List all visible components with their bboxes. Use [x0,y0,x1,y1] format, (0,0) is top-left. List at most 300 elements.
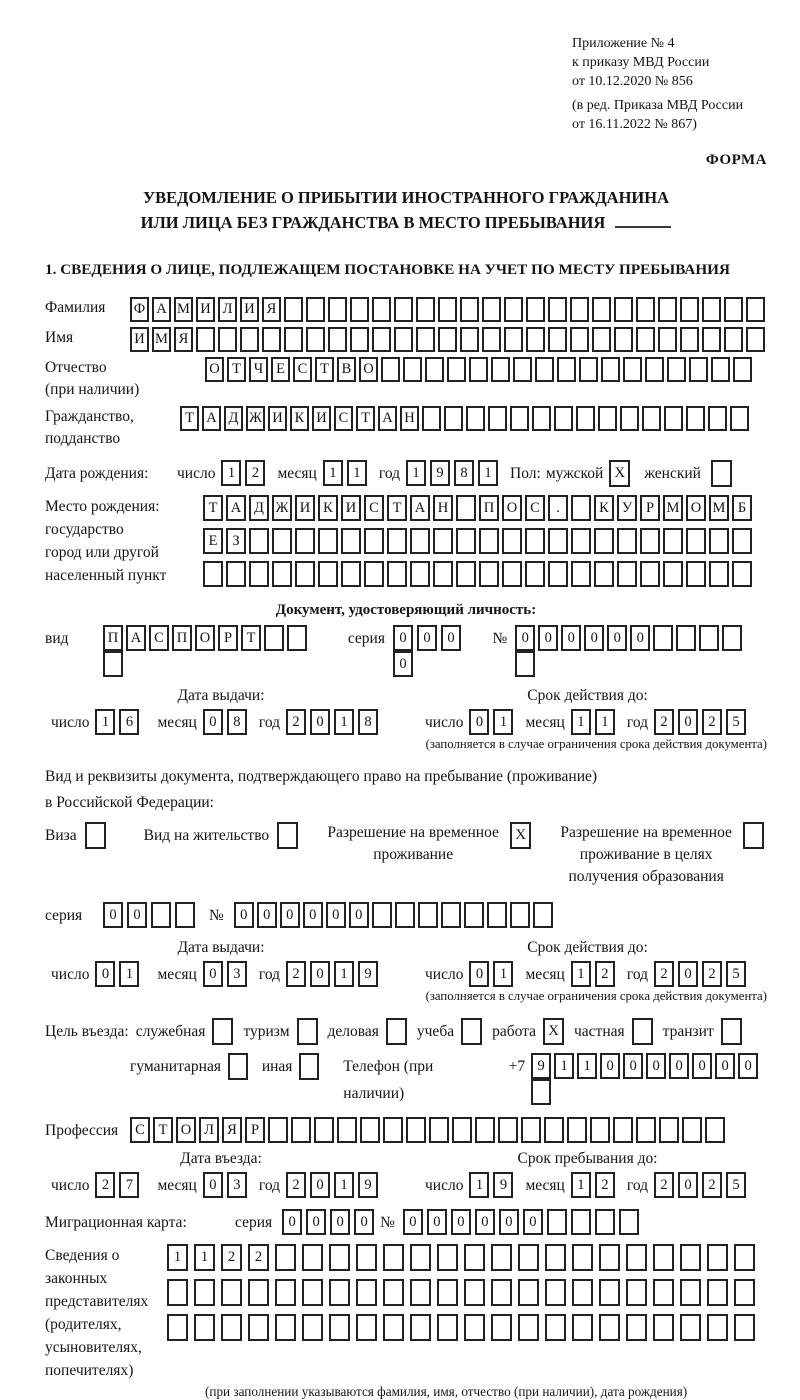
char-cell[interactable] [491,1279,512,1306]
char-cell[interactable] [592,297,611,322]
char-cell[interactable] [525,561,545,587]
char-cell[interactable] [394,327,413,352]
char-cell[interactable]: И [341,495,361,521]
representatives-cells-row2[interactable] [167,1279,761,1306]
char-cell[interactable] [328,327,347,352]
char-cell[interactable]: 0 [417,625,437,651]
digit-cell[interactable]: 8 [358,709,378,735]
phone-cells[interactable] [531,1053,767,1105]
char-cell[interactable] [547,1209,567,1235]
char-cell[interactable] [724,297,743,322]
char-cell[interactable] [515,651,535,677]
char-cell[interactable]: . [548,495,568,521]
char-cell[interactable] [554,406,573,431]
char-cell[interactable]: А [152,297,171,322]
char-cell[interactable]: Р [245,1117,265,1143]
char-cell[interactable]: З [226,528,246,554]
char-cell[interactable] [664,406,683,431]
char-cell[interactable] [626,1314,647,1341]
char-cell[interactable] [328,297,347,322]
digit-cell[interactable]: 3 [227,1172,247,1198]
char-cell[interactable] [350,297,369,322]
char-cell[interactable]: 0 [561,625,581,651]
char-cell[interactable] [576,406,595,431]
char-cell[interactable] [599,1314,620,1341]
char-cell[interactable] [487,902,507,928]
stay-month[interactable] [571,1172,619,1199]
purpose-tourism-checkbox[interactable] [297,1018,318,1045]
digit-cell[interactable]: 0 [310,709,330,735]
char-cell[interactable] [438,327,457,352]
char-cell[interactable] [617,528,637,554]
birth-place-cells-row1[interactable] [203,495,755,521]
char-cell[interactable]: Т [227,357,246,382]
digit-cell[interactable]: 1 [493,709,513,735]
char-cell[interactable] [699,625,719,651]
char-cell[interactable] [617,561,637,587]
char-cell[interactable] [447,357,466,382]
char-cell[interactable]: Я [174,327,193,352]
char-cell[interactable] [724,327,743,352]
char-cell[interactable] [711,357,730,382]
migration-number-cells[interactable] [403,1209,643,1235]
char-cell[interactable] [572,1279,593,1306]
char-cell[interactable] [636,327,655,352]
char-cell[interactable] [614,327,633,352]
char-cell[interactable] [653,1279,674,1306]
char-cell[interactable]: К [594,495,614,521]
char-cell[interactable] [640,561,660,587]
char-cell[interactable]: Б [732,495,752,521]
char-cell[interactable]: О [359,357,378,382]
char-cell[interactable] [513,357,532,382]
purpose-study-checkbox[interactable] [461,1018,482,1045]
char-cell[interactable] [437,1244,458,1271]
char-cell[interactable] [194,1279,215,1306]
char-cell[interactable] [653,1244,674,1271]
char-cell[interactable] [599,1244,620,1271]
char-cell[interactable]: А [226,495,246,521]
char-cell[interactable]: 0 [523,1209,543,1235]
char-cell[interactable] [464,902,484,928]
identity-expiry-year[interactable] [654,709,750,736]
char-cell[interactable]: Н [400,406,419,431]
char-cell[interactable] [444,406,463,431]
char-cell[interactable] [545,1279,566,1306]
char-cell[interactable]: Н [433,495,453,521]
char-cell[interactable] [416,297,435,322]
char-cell[interactable]: 0 [692,1053,712,1079]
identity-series-cells[interactable] [393,625,489,677]
char-cell[interactable] [548,297,567,322]
char-cell[interactable]: С [130,1117,150,1143]
char-cell[interactable]: 0 [499,1209,519,1235]
digit-cell[interactable]: 1 [347,460,367,486]
char-cell[interactable] [433,528,453,554]
char-cell[interactable] [601,357,620,382]
digit-cell[interactable]: 2 [595,961,615,987]
digit-cell[interactable]: 1 [571,1172,591,1198]
digit-cell[interactable]: 0 [310,961,330,987]
digit-cell[interactable]: 2 [286,961,306,987]
char-cell[interactable] [733,357,752,382]
char-cell[interactable]: С [334,406,353,431]
char-cell[interactable] [240,327,259,352]
char-cell[interactable] [406,1117,426,1143]
char-cell[interactable] [488,406,507,431]
char-cell[interactable] [341,528,361,554]
digit-cell[interactable]: 0 [310,1172,330,1198]
char-cell[interactable] [456,561,476,587]
char-cell[interactable] [460,327,479,352]
char-cell[interactable]: П [103,625,123,651]
char-cell[interactable] [418,902,438,928]
char-cell[interactable]: Ж [246,406,265,431]
digit-cell[interactable]: 8 [454,460,474,486]
char-cell[interactable] [680,1279,701,1306]
char-cell[interactable]: О [195,625,215,651]
char-cell[interactable]: И [130,327,149,352]
char-cell[interactable] [571,528,591,554]
char-cell[interactable] [518,1279,539,1306]
digit-cell[interactable]: 9 [493,1172,513,1198]
digit-cell[interactable]: 7 [119,1172,139,1198]
char-cell[interactable] [372,902,392,928]
char-cell[interactable]: П [479,495,499,521]
char-cell[interactable]: Т [315,357,334,382]
char-cell[interactable] [226,561,246,587]
digit-cell[interactable]: 0 [203,961,223,987]
char-cell[interactable] [590,1117,610,1143]
char-cell[interactable] [570,327,589,352]
char-cell[interactable] [686,406,705,431]
char-cell[interactable] [658,327,677,352]
char-cell[interactable]: М [709,495,729,521]
digit-cell[interactable]: 0 [203,1172,223,1198]
char-cell[interactable] [383,1244,404,1271]
char-cell[interactable] [548,327,567,352]
char-cell[interactable] [475,1117,495,1143]
digit-cell[interactable]: 2 [654,961,674,987]
char-cell[interactable] [613,1117,633,1143]
char-cell[interactable]: О [205,357,224,382]
char-cell[interactable] [525,528,545,554]
char-cell[interactable] [360,1117,380,1143]
char-cell[interactable] [356,1244,377,1271]
char-cell[interactable] [329,1244,350,1271]
char-cell[interactable] [599,1279,620,1306]
birth-month-cells[interactable] [323,460,371,486]
char-cell[interactable]: 0 [282,1209,302,1235]
char-cell[interactable] [734,1279,755,1306]
patronymic-cells[interactable] [205,357,767,382]
digit-cell[interactable]: 5 [726,961,746,987]
char-cell[interactable]: И [240,297,259,322]
char-cell[interactable]: О [686,495,706,521]
char-cell[interactable]: 0 [280,902,300,928]
digit-cell[interactable]: 2 [702,961,722,987]
residence-issue-year[interactable] [286,961,382,988]
char-cell[interactable] [572,1244,593,1271]
char-cell[interactable] [595,1209,615,1235]
char-cell[interactable] [722,625,742,651]
char-cell[interactable] [626,1279,647,1306]
char-cell[interactable] [318,528,338,554]
char-cell[interactable]: 0 [326,902,346,928]
char-cell[interactable] [680,1244,701,1271]
digit-cell[interactable]: 1 [334,961,354,987]
identity-expiry-day[interactable] [469,709,517,736]
stay-year[interactable] [654,1172,750,1199]
entry-year[interactable] [286,1172,382,1199]
char-cell[interactable] [425,357,444,382]
char-cell[interactable] [329,1314,350,1341]
char-cell[interactable] [708,406,727,431]
char-cell[interactable]: М [174,297,193,322]
char-cell[interactable] [732,561,752,587]
char-cell[interactable] [218,327,237,352]
char-cell[interactable] [302,1314,323,1341]
char-cell[interactable] [491,1314,512,1341]
birth-year-cells[interactable] [406,460,502,486]
char-cell[interactable] [746,327,765,352]
surname-cells[interactable] [130,297,768,322]
char-cell[interactable] [689,357,708,382]
char-cell[interactable] [570,297,589,322]
char-cell[interactable]: 0 [103,902,123,928]
char-cell[interactable] [302,1244,323,1271]
digit-cell[interactable]: 1 [334,709,354,735]
citizenship-cells[interactable] [180,406,767,431]
char-cell[interactable] [372,297,391,322]
residence-series-cells[interactable] [103,902,199,928]
char-cell[interactable] [364,561,384,587]
char-cell[interactable] [545,1244,566,1271]
char-cell[interactable] [318,561,338,587]
digit-cell[interactable]: 0 [678,709,698,735]
char-cell[interactable] [437,1314,458,1341]
char-cell[interactable] [653,1314,674,1341]
char-cell[interactable]: А [126,625,146,651]
profession-cells[interactable] [130,1117,767,1143]
char-cell[interactable] [341,561,361,587]
char-cell[interactable] [521,1117,541,1143]
char-cell[interactable] [306,327,325,352]
char-cell[interactable]: 0 [127,902,147,928]
char-cell[interactable]: 0 [330,1209,350,1235]
purpose-other-checkbox[interactable] [299,1053,319,1080]
char-cell[interactable] [571,561,591,587]
char-cell[interactable] [532,406,551,431]
char-cell[interactable]: 0 [515,625,535,651]
entry-month[interactable] [203,1172,251,1199]
digit-cell[interactable]: 1 [469,1172,489,1198]
char-cell[interactable] [249,528,269,554]
char-cell[interactable]: 0 [646,1053,666,1079]
char-cell[interactable] [306,297,325,322]
char-cell[interactable]: Ж [272,495,292,521]
char-cell[interactable]: 2 [221,1244,242,1271]
char-cell[interactable] [623,357,642,382]
char-cell[interactable] [383,1279,404,1306]
char-cell[interactable]: О [502,495,522,521]
char-cell[interactable] [479,561,499,587]
char-cell[interactable] [456,495,476,521]
gender-female-checkbox[interactable] [711,460,732,487]
char-cell[interactable]: 0 [427,1209,447,1235]
digit-cell[interactable]: 2 [286,1172,306,1198]
char-cell[interactable] [667,357,686,382]
digit-cell[interactable]: 0 [469,709,489,735]
char-cell[interactable] [594,561,614,587]
char-cell[interactable]: 1 [577,1053,597,1079]
digit-cell[interactable]: 0 [203,709,223,735]
residence-number-cells[interactable] [234,902,556,928]
char-cell[interactable] [592,327,611,352]
digit-cell[interactable]: 2 [95,1172,115,1198]
digit-cell[interactable]: 2 [654,709,674,735]
char-cell[interactable] [356,1314,377,1341]
char-cell[interactable] [614,297,633,322]
char-cell[interactable] [498,1117,518,1143]
char-cell[interactable]: 0 [303,902,323,928]
char-cell[interactable] [441,902,461,928]
purpose-humanitarian-checkbox[interactable] [228,1053,248,1080]
digit-cell[interactable]: 2 [595,1172,615,1198]
char-cell[interactable] [262,327,281,352]
char-cell[interactable]: 0 [354,1209,374,1235]
residence-expiry-day[interactable] [469,961,517,988]
digit-cell[interactable]: 3 [227,961,247,987]
purpose-work-checkbox[interactable]: X [543,1018,564,1045]
digit-cell[interactable]: 1 [95,709,115,735]
digit-cell[interactable]: 5 [726,1172,746,1198]
char-cell[interactable]: 0 [738,1053,758,1079]
char-cell[interactable] [548,528,568,554]
gender-male-checkbox[interactable]: X [609,460,630,487]
char-cell[interactable] [676,625,696,651]
char-cell[interactable]: 0 [584,625,604,651]
char-cell[interactable]: 1 [167,1244,188,1271]
char-cell[interactable] [221,1279,242,1306]
char-cell[interactable]: 0 [306,1209,326,1235]
char-cell[interactable]: К [290,406,309,431]
char-cell[interactable] [680,1314,701,1341]
char-cell[interactable] [291,1117,311,1143]
char-cell[interactable] [548,561,568,587]
residence-expiry-month[interactable] [571,961,619,988]
char-cell[interactable] [433,561,453,587]
char-cell[interactable] [381,357,400,382]
char-cell[interactable]: 0 [393,651,413,677]
char-cell[interactable] [686,528,706,554]
char-cell[interactable] [491,357,510,382]
char-cell[interactable]: Е [203,528,223,554]
char-cell[interactable] [680,327,699,352]
char-cell[interactable] [504,327,523,352]
digit-cell[interactable]: 9 [358,961,378,987]
char-cell[interactable] [248,1314,269,1341]
char-cell[interactable] [502,528,522,554]
char-cell[interactable] [403,357,422,382]
char-cell[interactable] [702,297,721,322]
char-cell[interactable] [410,1279,431,1306]
char-cell[interactable] [707,1279,728,1306]
char-cell[interactable] [663,528,683,554]
char-cell[interactable] [579,357,598,382]
char-cell[interactable] [707,1314,728,1341]
digit-cell[interactable]: 9 [358,1172,378,1198]
char-cell[interactable] [249,561,269,587]
char-cell[interactable]: 0 [607,625,627,651]
digit-cell[interactable]: 9 [430,460,450,486]
char-cell[interactable] [410,1244,431,1271]
char-cell[interactable] [619,1209,639,1235]
char-cell[interactable] [510,406,529,431]
char-cell[interactable] [395,902,415,928]
char-cell[interactable]: 0 [403,1209,423,1235]
char-cell[interactable]: М [152,327,171,352]
char-cell[interactable] [422,406,441,431]
char-cell[interactable] [167,1279,188,1306]
digit-cell[interactable]: 1 [478,460,498,486]
char-cell[interactable] [636,1117,656,1143]
digit-cell[interactable]: 6 [119,709,139,735]
char-cell[interactable]: А [378,406,397,431]
char-cell[interactable]: Т [356,406,375,431]
char-cell[interactable]: И [268,406,287,431]
char-cell[interactable] [705,1117,725,1143]
char-cell[interactable] [658,297,677,322]
char-cell[interactable] [329,1279,350,1306]
char-cell[interactable] [545,1314,566,1341]
char-cell[interactable]: 0 [600,1053,620,1079]
identity-kind-cells[interactable] [103,625,332,677]
char-cell[interactable] [482,327,501,352]
residence-issue-day[interactable] [95,961,143,988]
char-cell[interactable] [491,1244,512,1271]
identity-number-cells[interactable] [515,625,767,677]
char-cell[interactable] [387,561,407,587]
char-cell[interactable]: Ч [249,357,268,382]
char-cell[interactable]: С [149,625,169,651]
char-cell[interactable] [709,528,729,554]
char-cell[interactable] [372,327,391,352]
char-cell[interactable] [469,357,488,382]
char-cell[interactable] [314,1117,334,1143]
char-cell[interactable] [175,902,195,928]
char-cell[interactable] [387,528,407,554]
char-cell[interactable]: 0 [349,902,369,928]
char-cell[interactable] [544,1117,564,1143]
digit-cell[interactable]: 0 [678,1172,698,1198]
char-cell[interactable] [275,1314,296,1341]
digit-cell[interactable]: 8 [227,709,247,735]
char-cell[interactable] [636,297,655,322]
char-cell[interactable] [734,1314,755,1341]
representatives-cells-row1[interactable] [167,1244,761,1271]
char-cell[interactable] [410,1314,431,1341]
char-cell[interactable] [151,902,171,928]
char-cell[interactable] [531,1079,551,1105]
char-cell[interactable] [594,528,614,554]
char-cell[interactable] [479,528,499,554]
char-cell[interactable]: И [295,495,315,521]
char-cell[interactable]: 0 [669,1053,689,1079]
char-cell[interactable] [557,357,576,382]
char-cell[interactable] [482,297,501,322]
char-cell[interactable] [383,1117,403,1143]
